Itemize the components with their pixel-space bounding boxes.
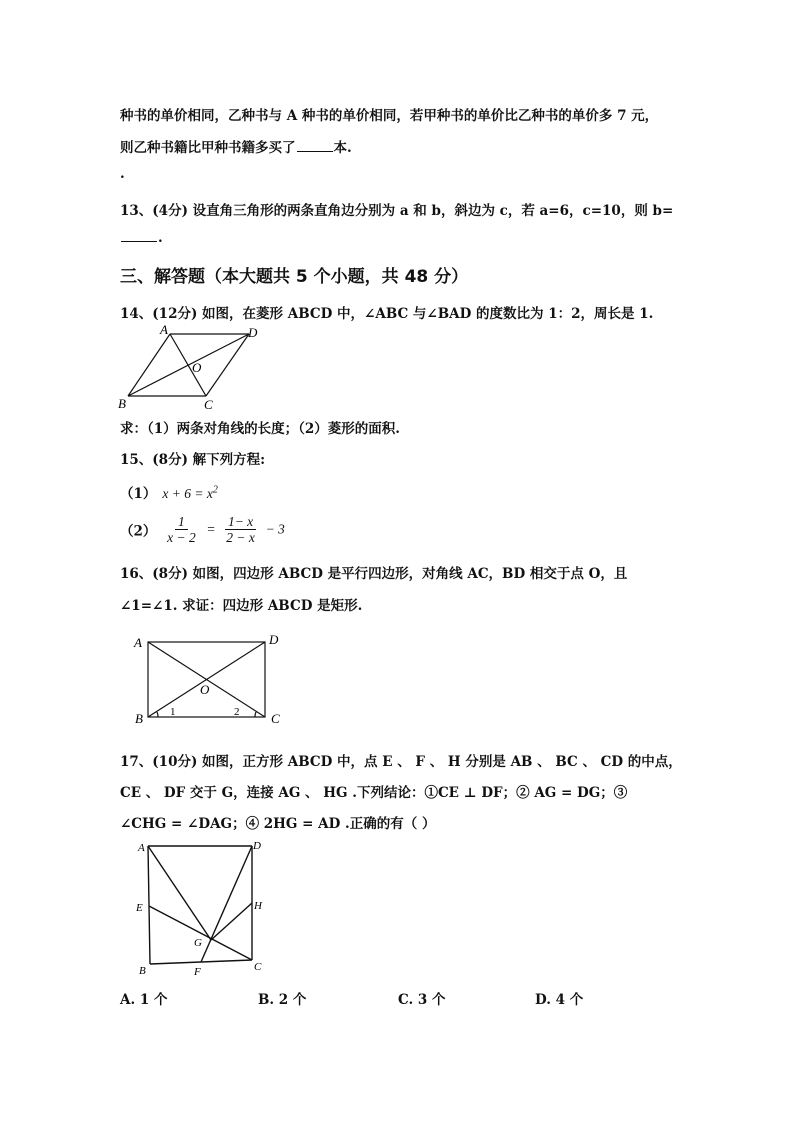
q17-label-b: B (139, 965, 146, 977)
q15-p2-label: （2） (120, 523, 157, 540)
q16-label-c: C (271, 711, 280, 726)
q15-p2-frac1 (164, 514, 199, 545)
q12-line2 (120, 136, 352, 156)
q16-label-o: O (200, 682, 210, 697)
q17-line3: ∠CHG = ∠DAG；④ 2HG = AD .正确的有（ ） (120, 816, 436, 832)
q12-answer-blank[interactable] (297, 141, 333, 152)
q17-label-g: G (194, 937, 202, 949)
q14-label-c: C (204, 397, 213, 412)
q17-option-a[interactable]: A. 1 个 (120, 992, 168, 1008)
q14-label-o: O (192, 360, 202, 375)
q17-line1: 17、(10分) 如图，正方形 ABCD 中，点 E 、 F 、 H 分别是 AB 、 BC 、 CD 的中点， (120, 754, 682, 770)
q15-p2-frac2 (223, 514, 258, 545)
q15-p1-eq: x + 6 = x (162, 486, 213, 501)
q14-label-d: D (248, 325, 258, 340)
q15-p2-num1: 1 (175, 514, 188, 530)
q16-angle-1: 1 (170, 706, 176, 718)
q14-ask: 求：（1）两条对角线的长度；（2）菱形的面积. (120, 421, 400, 437)
q16-line1: 16、(8分) 如图，四边形 ABCD 是平行四边形，对角线 AC，BD 相交于点 O，且 (120, 566, 628, 582)
q15-p2-num2: 1− x (225, 514, 256, 530)
q17-option-b[interactable]: B. 2 个 (258, 992, 307, 1008)
q14-label-a: A (160, 322, 168, 337)
q15-p2-tail: − 3 (265, 521, 285, 537)
q13-line2-post: . (158, 230, 163, 246)
q15-p1-label: （1） (120, 486, 157, 502)
q15-part2 (120, 514, 285, 545)
q16-rectangle-figure (130, 630, 290, 730)
q16-angle-2: 2 (234, 706, 240, 718)
q15-part1 (120, 482, 218, 502)
q13-answer-blank[interactable] (121, 231, 157, 242)
q12-line2-post: 本. (333, 140, 352, 156)
q16-label-d: D (269, 632, 279, 647)
q14-rhombus-figure (116, 322, 266, 412)
q17-label-a: A (138, 842, 145, 854)
q12-line1: 种书的单价相同，乙种书与 A 种书的单价相同，若甲种书的单价比乙种书的单价多 7 元， (120, 108, 659, 124)
q14-label-b: B (118, 396, 126, 411)
q17-label-c: C (254, 961, 262, 973)
q17-label-e: E (136, 902, 143, 914)
section3-title: 三、解答题（本大题共 5 个小题，共 48 分） (120, 267, 469, 287)
q12-dot: . (120, 166, 125, 182)
q14-text: 14、(12分) 如图，在菱形 ABCD 中，∠ABC 与∠BAD 的度数比为 1：2，周长是 1. (120, 306, 654, 322)
q17-option-d[interactable]: D. 4 个 (535, 992, 584, 1008)
q16-label-b: B (135, 711, 143, 726)
q15-text: 15、(8分) 解下列方程: (120, 452, 266, 468)
q15-p2-eq: = (206, 521, 216, 537)
q16-label-a: A (134, 635, 142, 650)
q17-label-h: H (254, 900, 262, 912)
q17-line2: CE 、 DF 交于 G，连接 AG 、 HG .下列结论：①CE ⊥ DF；② AG = DG；③ (120, 785, 628, 801)
q16-line2: ∠1=∠1. 求证：四边形 ABCD 是矩形. (120, 598, 363, 614)
q12-line2-pre: 则乙种书籍比甲种书籍多买了 (120, 140, 296, 156)
q15-p2-den1: x − 2 (167, 530, 196, 545)
q15-p2-den2: 2 − x (226, 530, 255, 545)
q17-label-d: D (253, 840, 261, 852)
q17-square-figure (134, 836, 274, 978)
q17-label-f: F (194, 966, 201, 978)
q17-option-c[interactable]: C. 3 个 (398, 992, 446, 1008)
q13-line2 (120, 230, 163, 246)
q15-p1-exp: 2 (212, 484, 218, 496)
q13-line1: 13、(4分) 设直角三角形的两条直角边分别为 a 和 b，斜边为 c，若 a=6，c=10，则 b= (120, 203, 674, 219)
